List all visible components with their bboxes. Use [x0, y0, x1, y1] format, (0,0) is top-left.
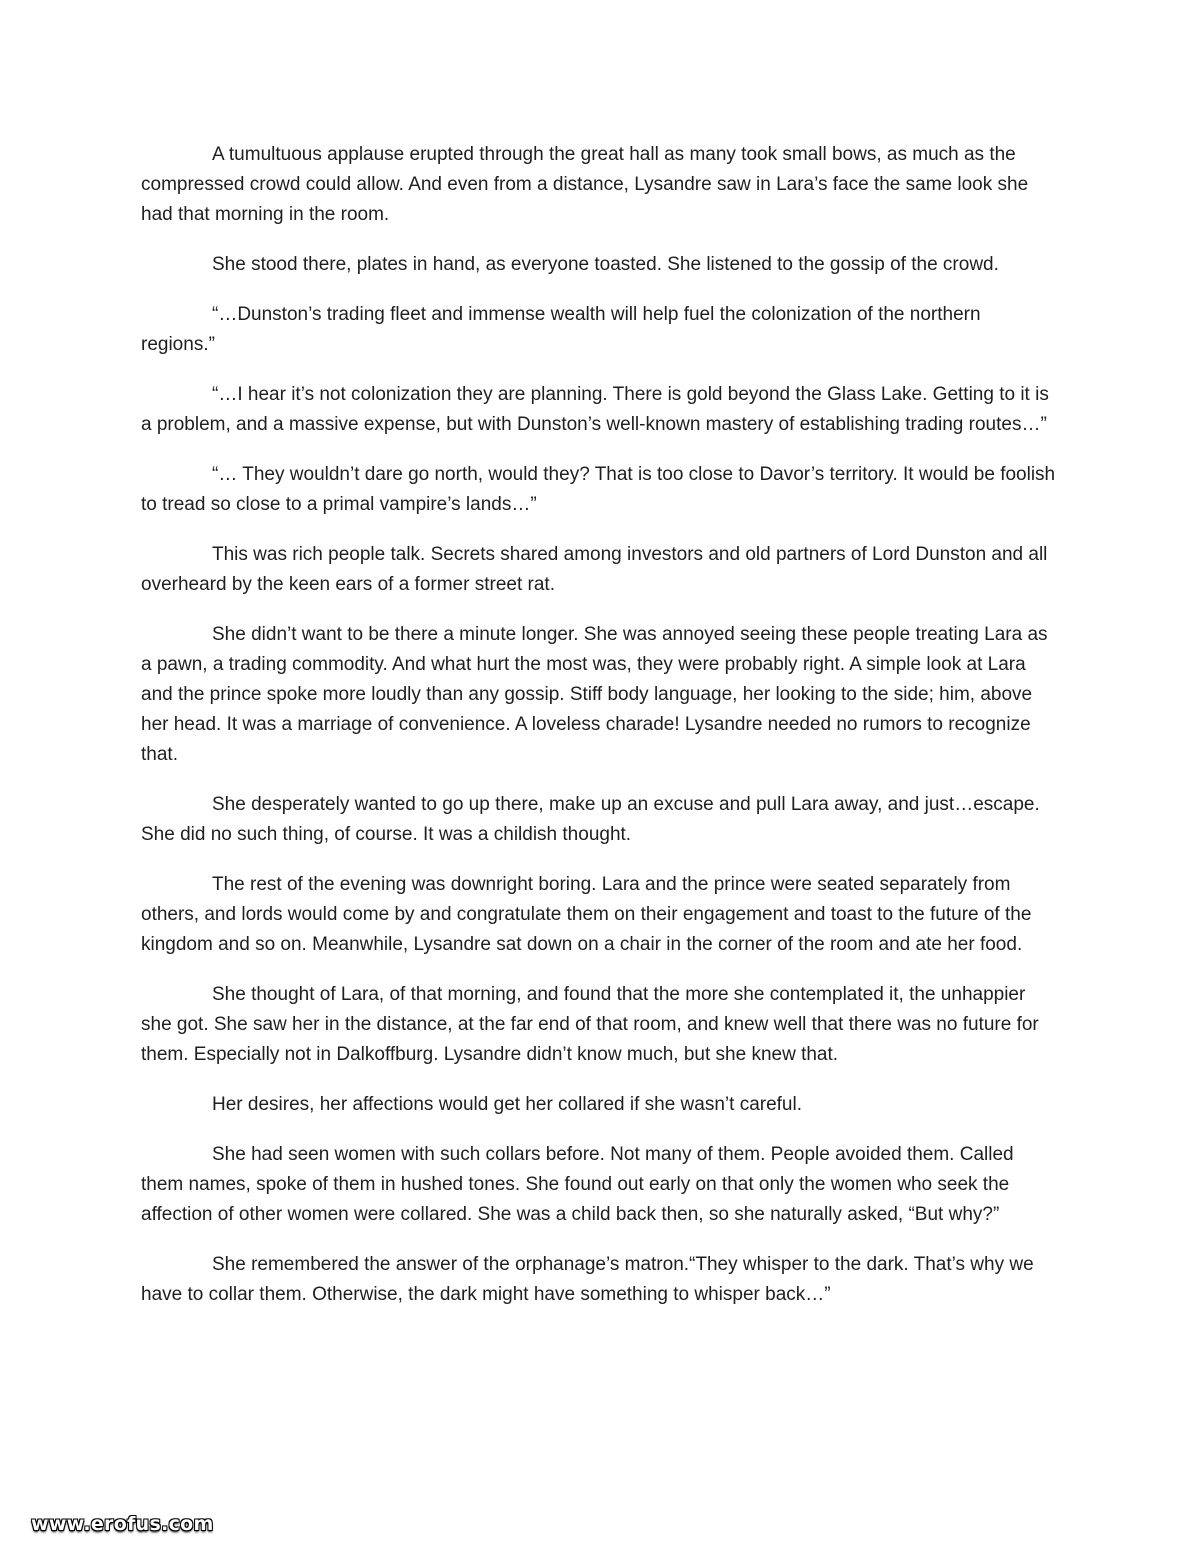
- paragraph-1: A tumultuous applause erupted through the great hall as many took small bows, as much as the compressed crowd could allow. And even from a distance, Lysandre saw in Lara’s face the same look she had that morning in the room.: [141, 144, 1029, 225]
- watermark: www.erofus.com: [31, 1513, 214, 1535]
- paragraph-7: She didn’t want to be there a minute longer. She was annoyed seeing these people treating Lara as a pawn, a trading commodity. And what hurt the most was, they were probably right. A simple look at Lara and the prince spoke more loudly than any gossip. Stiff body language, her looking to the side; him, above her head. It was a marriage of convenience. A loveless charade! Lysandre needed no rumors to recognize that.: [141, 624, 1048, 765]
- paragraph-12: She had seen women with such collars before. Not many of them. People avoided them. Called them names, spoke of them in hushed tones. She found out early on that only the women who seek the affection of other women were collared. She was a child back then, so she naturally asked, “But why?”: [141, 1144, 1014, 1225]
- paragraph-6: This was rich people talk. Secrets shared among investors and old partners of Lord Dunston and all overheard by the keen ears of a former street rat.: [141, 544, 1048, 595]
- paragraph-4: “…I hear it’s not colonization they are planning. There is gold beyond the Glass Lake. Getting to it is a problem, and a massive expense, but with Dunston’s well-known mastery of establishing trading routes…”: [141, 384, 1049, 435]
- paragraph-2: She stood there, plates in hand, as everyone toasted. She listened to the gossip of the crowd.: [212, 254, 999, 275]
- paragraph-3: “…Dunston’s trading fleet and immense wealth will help fuel the colonization of the northern regions.”: [141, 304, 981, 355]
- paragraph-13: She remembered the answer of the orphanage’s matron.“They whisper to the dark. That’s why we have to collar them. Otherwise, the dark might have something to whisper back…”: [141, 1254, 1034, 1305]
- paragraph-9: The rest of the evening was downright boring. Lara and the prince were seated separately from others, and lords would come by and congratulate them on their engagement and toast to the future of the kingdom and so on. Meanwhile, Lysandre sat down on a chair in the corner of the room and ate her food.: [141, 874, 1032, 955]
- paragraph-11: Her desires, her affections would get her collared if she wasn’t careful.: [212, 1094, 803, 1115]
- document-page: [141, 140, 1059, 1330]
- paragraph-10: She thought of Lara, of that morning, and found that the more she contemplated it, the unhappier she got. She saw her in the distance, at the far end of that room, and knew well that there was no future for them. Especially not in Dalkoffburg. Lysandre didn’t know much, but she knew that.: [141, 984, 1039, 1065]
- paragraph-8: She desperately wanted to go up there, make up an excuse and pull Lara away, and just…escape. She did no such thing, of course. It was a childish thought.: [141, 794, 1040, 845]
- paragraph-5: “… They wouldn’t dare go north, would they? That is too close to Davor’s territory. It would be foolish to tread so close to a primal vampire’s lands…”: [141, 464, 1056, 515]
